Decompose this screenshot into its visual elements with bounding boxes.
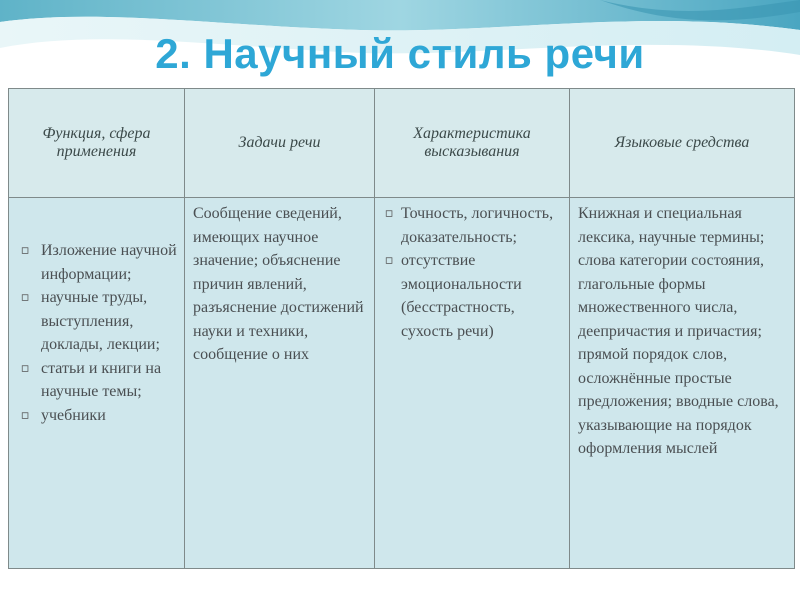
header-cell-tasks: Задачи речи [185,89,375,198]
list-item-text: отсутствие эмоциональности (бесстрастность, сухость речи) [401,252,522,340]
slide-title: 2. Научный стиль речи [155,30,645,77]
header-cell-function: Функция, сфера применения [9,89,185,198]
header-cell-language-means: Языковые средства [570,89,795,198]
header-cell-characteristics: Характеристика высказывания [375,89,570,198]
list-item-text: научные труды, выступления, доклады, лекции; [41,289,160,353]
list-item-text: учебники [41,406,106,424]
list-item-text: статьи и книги на научные темы; [41,359,162,400]
list-item-text: Точность, логичность, доказательность; [401,205,554,246]
square-bullet-icon: ▫ [20,360,30,376]
style-table [8,88,795,569]
list-item [383,249,563,343]
square-bullet-icon: ▫ [20,243,30,258]
functions-cell [9,198,185,569]
tasks-cell: Сообщение сведений, имеющих научное значение; объяснение причин явлений, разъяснение достижений науки и техники, сообщение о них [185,198,375,569]
table-header-row [9,89,795,198]
list-item [17,286,178,357]
list-item [383,202,563,249]
list-item [17,239,178,286]
list-item [17,357,178,404]
square-bullet-icon: ▫ [384,253,394,268]
table-row [9,198,795,569]
characteristics-cell [375,198,570,569]
functions-list [17,239,178,427]
square-bullet-icon: ▫ [20,290,30,305]
characteristics-list [383,202,563,343]
square-bullet-icon: ▫ [384,206,394,221]
list-item-text: Изложение научной информации; [41,242,177,283]
language-means-cell: Книжная и специальная лексика, научные термины; слова категории состояния, глагольные формы множественного числа, деепричастия и причастия; прямой порядок слов, осложнённые простые предложения; вводные слова, указывающие на порядок оформления мыслей [570,198,795,569]
square-bullet-icon: ▫ [20,407,30,423]
list-item [17,404,178,428]
